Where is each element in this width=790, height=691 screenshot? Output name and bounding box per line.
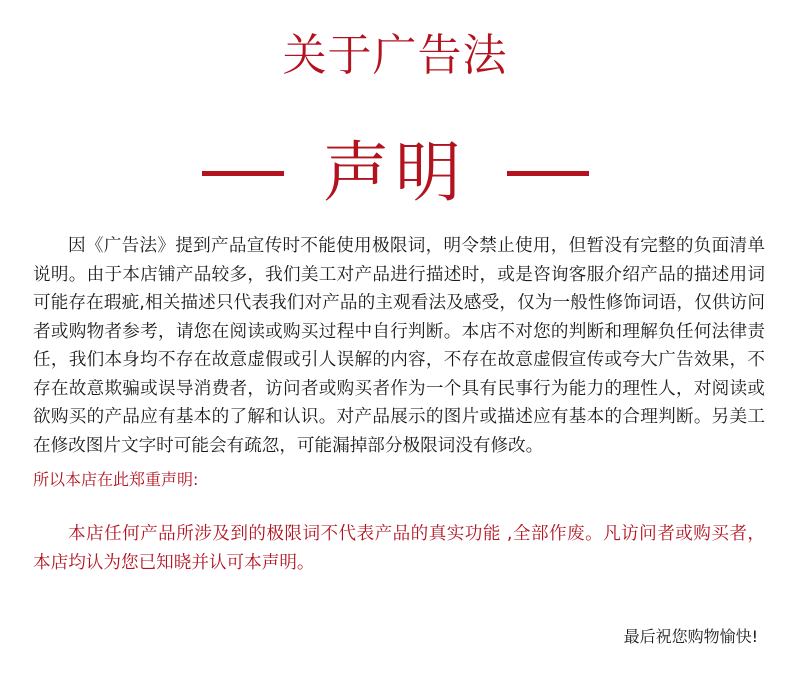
declaration-lead: 所以本店在此郑重声明: — [33, 470, 199, 489]
disclaimer-paragraph: 因《广告法》提到产品宣传时不能使用极限词，明令禁止使用，但暂没有完整的负面清单说明。由于本店铺产品较多，我们美工对产品进行描述时，或是咨询客服介绍产品的描述用词可能存在瑕疵,相关描述只代表我们对产品的主观看法及感受，仅为一般性修饰词语，仅供访问者或购物者参考，请您在阅读或购买过程中自行判断。本店不对您的判断和理解负任何法律责任，我们本身均不存在故意虚假或引人误解的内容，不存在故意虚假宣传或夸大广告效果，不存在故意欺骗或误导消费者，访问者或购买者作为一个具有民事行为能力的理性人，对阅读或欲购买的产品应有基本的了解和认识。对产品展示的图片或描述应有基本的合理判断。另美工在修改图片文字时可能会有疏忽，可能漏掉部分极限词没有修改。 — [33, 236, 765, 456]
subtitle-heading: 声明 — [323, 134, 467, 211]
declaration-statement: 本店任何产品所涉及到的极限词不代表产品的真实功能 ,全部作废。凡访问者或购买者，本店均认为您已知晓并认可本声明。 — [33, 524, 765, 573]
page-title: 关于广告法 — [282, 30, 508, 81]
closing-greeting: 最后祝您购物愉快! — [623, 627, 758, 646]
subtitle-banner — [0, 128, 790, 218]
right-dash-decoration — [507, 171, 589, 176]
